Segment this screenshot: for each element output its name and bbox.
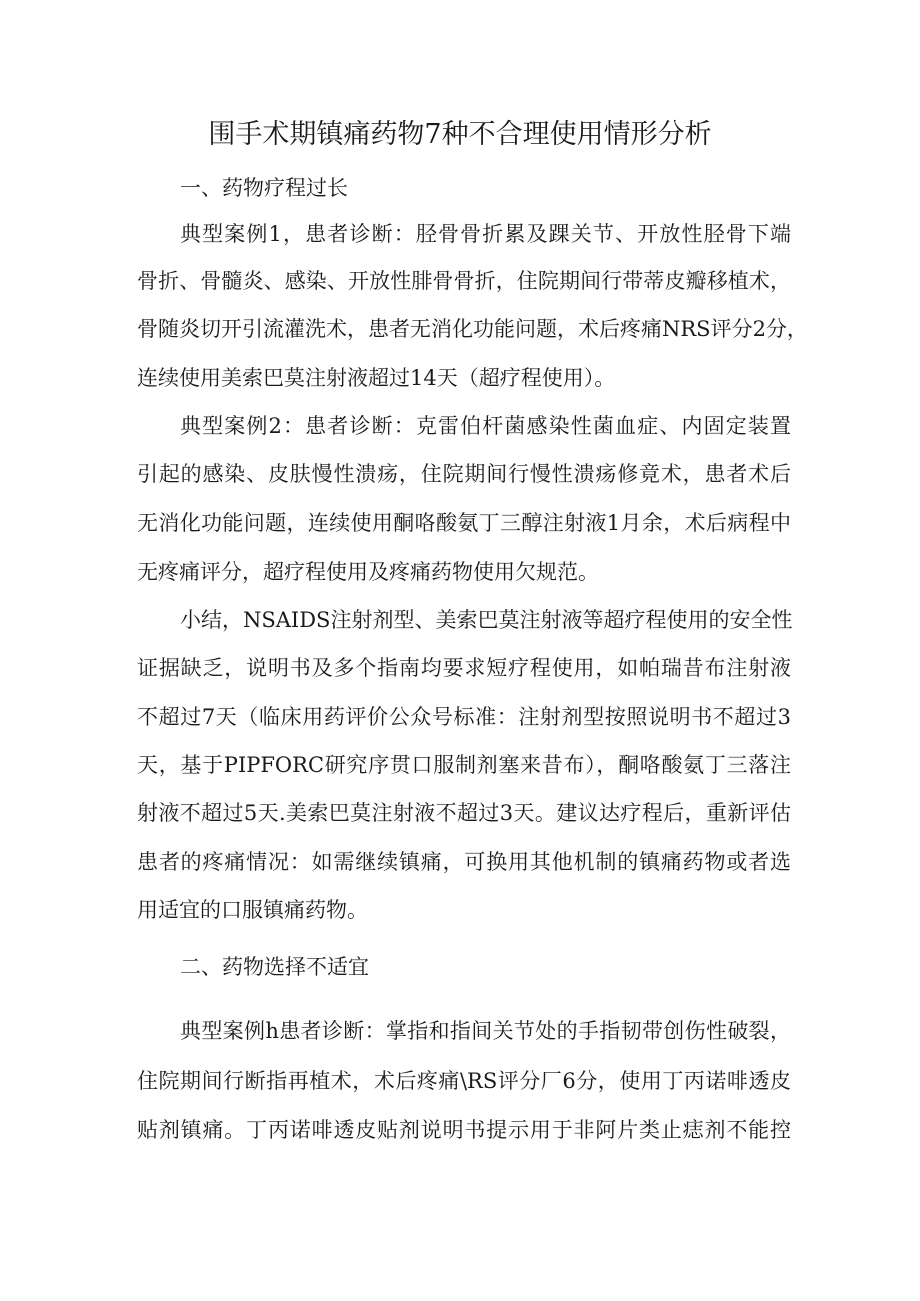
- paragraph-line: 骨折、骨髓炎、感染、开放性腓骨骨折，住院期间行带蒂皮瓣移植术，: [137, 269, 791, 293]
- paragraph-line: 无消化功能问题，连续使用酮咯酸氨丁三醇注射液1月余，术后病程中: [137, 511, 791, 535]
- paragraph-line: 用适宜的口服镇痛药物。: [137, 898, 368, 922]
- paragraph-line: 连续使用美索巴莫注射液超过14天（超疗程使用）。: [137, 366, 616, 390]
- paragraph-line: 典型案例h患者诊断：掌指和指间关节处的手指韧带创伤性破裂，: [180, 1019, 791, 1043]
- document-title: 围手术期镇痛药物7种不合理使用情形分析: [208, 119, 712, 150]
- paragraph-line: 贴剂镇痛。丁丙诺啡透皮贴剂说明书提示用于非阿片类止痣剂不能控: [137, 1118, 791, 1142]
- paragraph-line: 小结，NSAIDS注射剂型、美索巴莫注射液等超疗程使用的安全性: [180, 608, 793, 632]
- paragraph-line: 骨随炎切开引流灌洗术，患者无消化功能问题，术后疼痛NRS评分2分，: [137, 317, 808, 341]
- paragraph-line: 天，基于PIPFORC研究序贯口服制剂塞来昔布），酮咯酸氨丁三落注: [137, 753, 791, 777]
- paragraph-line: 引起的感染、皮肤慢性溃疡，住院期间行慢性溃疡修竟术，患者术后: [137, 462, 791, 486]
- paragraph-line: 典型案例2：患者诊断：克雷伯杆菌感染性菌血症、内固定装置: [180, 414, 791, 438]
- paragraph-line: 证据缺乏，说明书及多个指南均要求短疗程使用，如帕瑞昔布注射液: [137, 656, 791, 680]
- paragraph-line: 无疼痛评分，超疗程使用及疼痛药物使用欠规范。: [137, 560, 599, 584]
- paragraph-line: 患者的疼痛情况：如需继续镇痛，可换用其他机制的镇痛药物或者选: [137, 850, 791, 874]
- paragraph-line: 住院期间行断指再植术，术后疼痛\RS评分厂6分，使用丁丙诺啡透皮: [137, 1069, 791, 1093]
- section-heading-2: 二、药物选择不适宜: [180, 955, 369, 979]
- paragraph-line: 射液不超过5天.美索巴莫注射液不超过3天。建议达疗程后，重新评估: [137, 801, 791, 825]
- section-heading-1: 一、药物疗程过长: [180, 176, 348, 200]
- paragraph-line: 典型案例1，患者诊断：胫骨骨折累及踝关节、开放性胫骨下端: [180, 222, 791, 246]
- paragraph-line: 不超过7天（临床用药评价公众号标准：注射剂型按照说明书不超过3: [137, 705, 791, 729]
